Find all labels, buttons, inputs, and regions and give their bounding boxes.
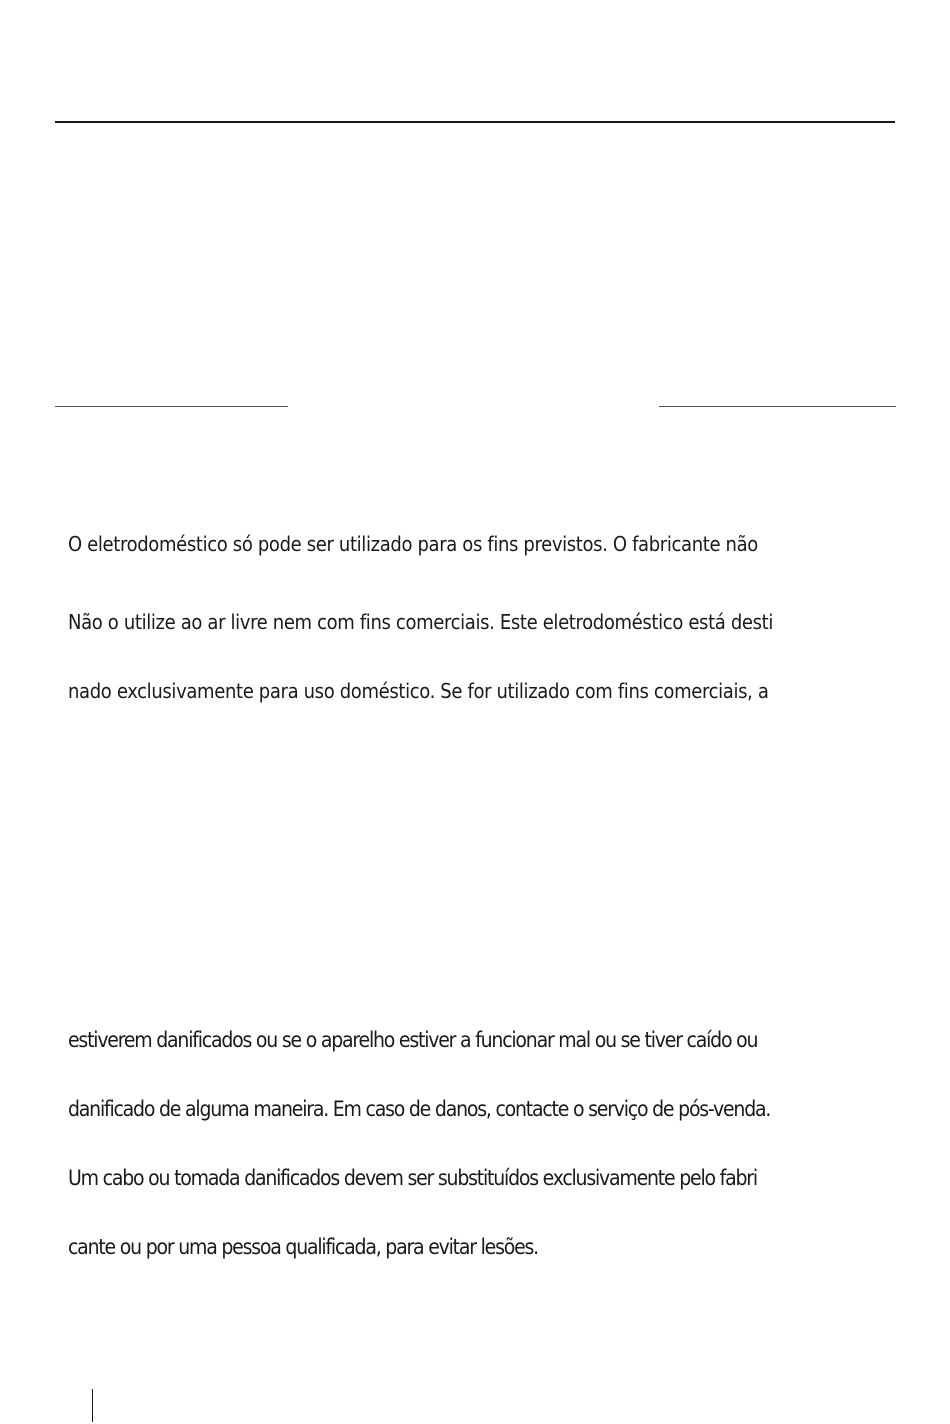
text-line: danificado de alguma maneira. Em caso de danos, contacte o serviço de pós-venda.	[68, 1097, 771, 1121]
text-line: Não o utilize ao ar livre nem com fins comerciais. Este eletrodoméstico está desti	[68, 610, 774, 634]
paragraph-damaged-cable	[68, 983, 898, 1282]
text-line: O eletrodoméstico só pode ser utilizado para os fins previstos. O fabricante não	[68, 532, 758, 556]
text-line: Um cabo ou tomada danificados devem ser substituídos exclusivamente pelo fabri	[68, 1166, 757, 1190]
text-line: estiverem danificados ou se o aparelho estiver a funcionar mal ou se tiver caído ou	[68, 1028, 758, 1052]
section-divider-right	[659, 406, 896, 407]
section-divider-left	[55, 406, 288, 407]
text-line: cante ou por uma pessoa qualificada, para evitar lesões.	[68, 1235, 538, 1259]
paragraph-domestic-use	[68, 565, 898, 726]
text-line: nado exclusivamente para uso doméstico. Se for utilizado com fins comerciais, a	[68, 679, 769, 703]
header-divider	[55, 121, 895, 123]
page-margin-marker	[92, 1389, 93, 1422]
